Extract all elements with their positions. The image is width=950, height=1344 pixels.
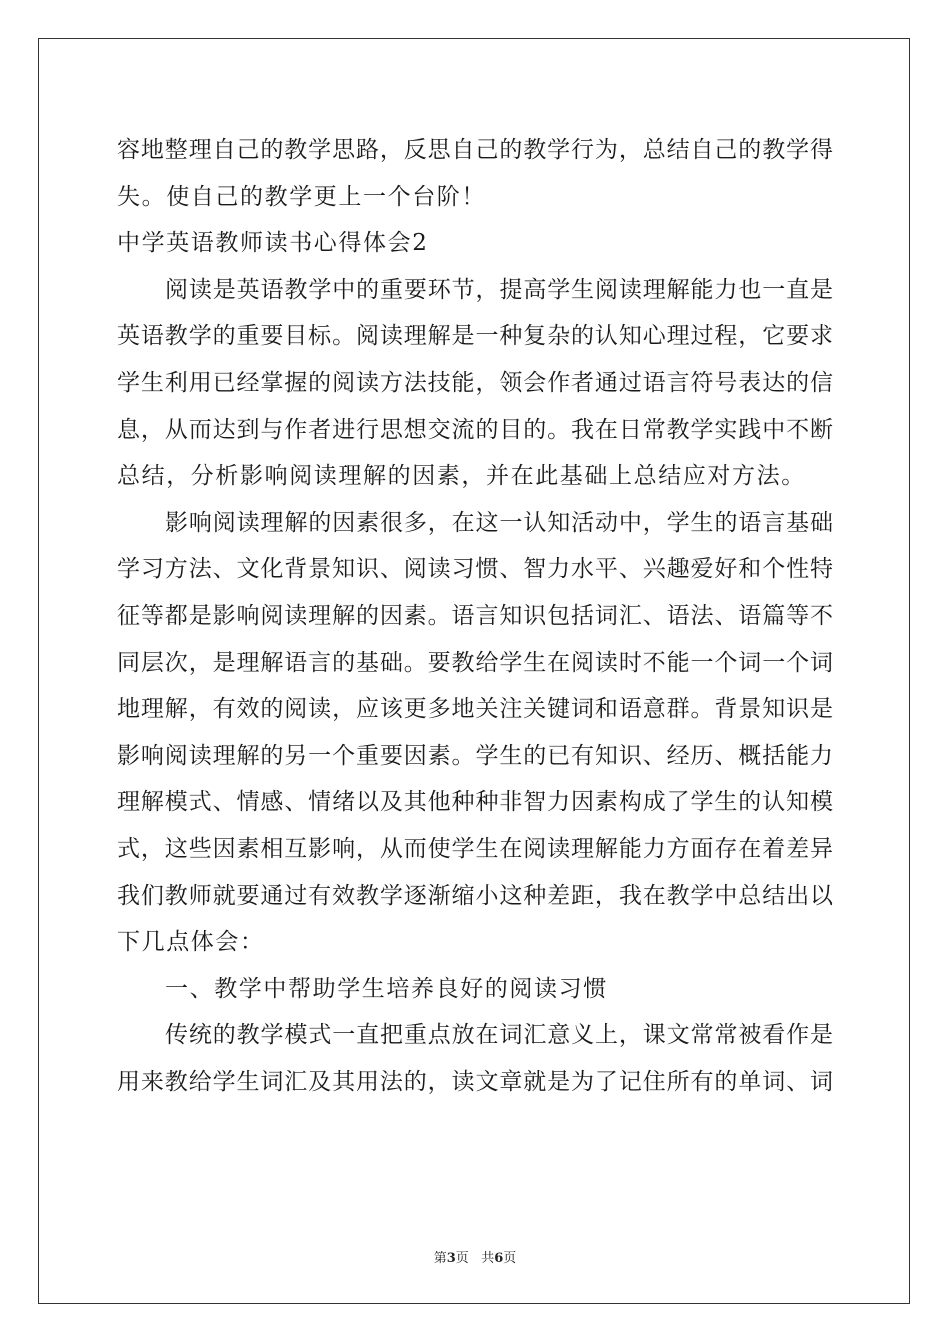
total-suffix: 页: [503, 1251, 517, 1266]
page-suffix: 页: [455, 1251, 469, 1266]
total-prefix: 共: [481, 1251, 495, 1266]
section-heading: 中学英语教师读书心得体会2: [117, 230, 429, 257]
body-line: 地理解，有效的阅读，应该更多地关注关键词和语意群。背景知识是: [117, 696, 833, 723]
body-line: 下几点体会：: [117, 929, 265, 956]
total-pages: 6: [494, 1251, 504, 1266]
body-line: 学生利用已经掌握的阅读方法技能，领会作者通过语言符号表达的信: [117, 369, 833, 396]
subsection-heading: 一、教学中帮助学生培养良好的阅读习惯: [165, 975, 608, 1002]
body-line: 影响阅读理解的因素很多，在这一认知活动中，学生的语言基础: [165, 509, 833, 536]
body-line: 理解模式、情感、情绪以及其他种种非智力因素构成了学生的认知模: [117, 789, 833, 816]
body-line: 容地整理自己的教学思路，反思自己的教学行为，总结自己的教学得: [117, 137, 833, 163]
page-prefix: 第: [433, 1251, 447, 1266]
body-line: 失。使自己的教学更上一个台阶！: [117, 183, 486, 210]
document-body: [117, 127, 833, 1105]
body-line: 同层次，是理解语言的基础。要教给学生在阅读时不能一个词一个词: [117, 649, 833, 676]
body-line: 学习方法、文化背景知识、阅读习惯、智力水平、兴趣爱好和个性特: [117, 556, 833, 583]
body-line: 影响阅读理解的另一个重要因素。学生的已有知识、经历、概括能力: [117, 742, 833, 769]
body-line: 用来教给学生词汇及其用法的，读文章就是为了记住所有的单词、词: [117, 1068, 833, 1095]
body-line: 总结，分析影响阅读理解的因素，并在此基础上总结应对方法。: [117, 463, 806, 490]
body-line: 传统的教学模式一直把重点放在词汇意义上，课文常常被看作是: [165, 1022, 833, 1049]
body-line: 征等都是影响阅读理解的因素。语言知识包括词汇、语法、语篇等不: [117, 602, 833, 629]
body-line: 式，这些因素相互影响，从而使学生在阅读理解能力方面存在着差异: [117, 835, 833, 862]
body-line: 息，从而达到与作者进行思想交流的目的。我在日常教学实践中不断: [117, 416, 833, 443]
page-footer: [0, 1247, 950, 1266]
body-line: 阅读是英语教学中的重要环节，提高学生阅读理解能力也一直是: [165, 276, 833, 303]
body-line: 我们教师就要通过有效教学逐渐缩小这种差距，我在教学中总结出以: [117, 882, 833, 909]
page-number: 3: [446, 1251, 456, 1266]
body-line: 英语教学的重要目标。阅读理解是一种复杂的认知心理过程，它要求: [117, 323, 833, 350]
